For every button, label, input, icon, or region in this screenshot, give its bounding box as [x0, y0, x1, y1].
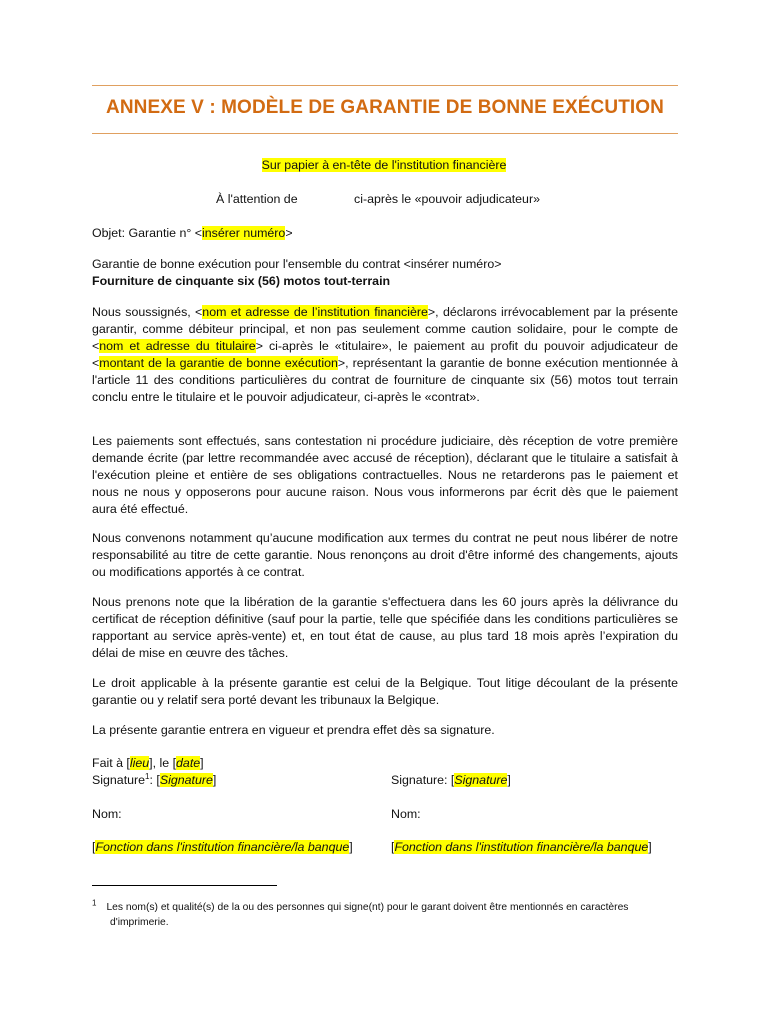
contract-line-1: Garantie de bonne exécution pour l'ensemble du contrat <insérer numéro>	[92, 257, 502, 271]
date-field: date	[176, 756, 201, 770]
object-prefix: Objet: Garantie n° <	[92, 226, 202, 240]
p1-text-c: > ci-après le «titulaire», le paiement au profit du pouvoir adjudicateur de <	[92, 339, 679, 370]
signature-left	[92, 772, 216, 789]
paragraph-4: Nous prenons note que la libération de la garantie s'effectuera dans les 60 jours après la délivrance du certificat de réception définitive (sauf pour la partie, telle que spécifiée dans les conditions particulières se rapportant au service après-vente) et, en tout état de cause, au plus tard 18 mois après l’expiration du délai de mise en œuvre des tâches.	[92, 595, 678, 660]
place-field: lieu	[129, 756, 150, 770]
function-right-field: Fonction dans l'institution financière/la banque	[394, 840, 649, 854]
p1-text-a: Nous soussignés, <	[92, 305, 203, 319]
holder-field: nom et adresse du titulaire	[99, 339, 256, 353]
attention-label: À l'attention de	[216, 192, 298, 206]
footnote-text: Les nom(s) et qualité(s) de la ou des personnes qui signe(nt) pour le garant doivent être mentionnés en caractères d'imprimerie.	[106, 902, 629, 928]
date-close: ]	[200, 756, 204, 770]
footnote-separator	[92, 885, 277, 886]
signature-right-label: Signature: [	[391, 773, 455, 787]
function-left-open: [	[92, 840, 96, 854]
place-date-line	[92, 755, 204, 772]
signature-left-label: Signature	[92, 773, 146, 787]
signature-right-close: ]	[507, 773, 511, 787]
le-label: ], le [	[149, 756, 177, 770]
function-left	[92, 839, 353, 856]
paragraph-5: Le droit applicable à la présente garantie est celui de la Belgique. Tout litige découlant de la présente garantie ou y relatif sera porté devant les tribunaux la Belgique.	[92, 676, 678, 707]
signature-right	[391, 772, 511, 789]
attention-suffix: ci-après le «pouvoir adjudicateur»	[354, 192, 540, 206]
signature-right-field: Signature	[454, 773, 508, 787]
paragraph-3: Nous convenons notamment qu’aucune modification aux termes du contrat ne peut nous libérer de notre responsabilité au titre de cette garantie. Nous renonçons au droit d'être informé des changements, ajouts ou modifications apportés à ce contrat.	[92, 531, 678, 579]
object-line	[92, 225, 293, 242]
object-number-field: insérer numéro	[202, 226, 286, 240]
amount-field: montant de la garantie de bonne exécution	[99, 356, 338, 370]
paragraph-1	[92, 304, 678, 406]
institution-field: nom et adresse de l’institution financière	[202, 305, 428, 319]
letterhead-highlight: Sur papier à en-tête de l'institution financière	[261, 158, 507, 172]
paragraph-2: Les paiements sont effectués, sans contestation ni procédure judiciaire, dès réception de votre première demande écrite (par lettre recommandée avec accusé de réception), déclarant que le titulaire a satisfait à l'exécution pleine et entière de ses obligations contractuelles. Nous ne retarderons pas le paiement et nous ne nous y opposerons pour aucune raison. Nous vous informerons par écrit dès que le paiement aura été effectué.	[92, 434, 678, 516]
title-top-rule	[92, 85, 678, 86]
name-left-label: Nom:	[92, 807, 122, 821]
function-right-close: ]	[648, 840, 652, 854]
function-right	[391, 839, 652, 856]
signature-left-field: Signature	[159, 773, 213, 787]
title-bottom-rule	[92, 133, 678, 134]
signature-left-close: ]	[212, 773, 217, 787]
p1-text-b: >, déclarons irrévocablement par la présente garantir, comme débiteur principal, et non pas seulement comme caution solidaire, pour le compte de <	[92, 305, 678, 353]
fait-a-label: Fait à [	[92, 756, 130, 770]
paragraph-6: La présente garantie entrera en vigueur et prendra effet dès sa signature.	[92, 723, 495, 737]
footnote-number: 1	[92, 898, 97, 908]
name-right-label: Nom:	[391, 807, 421, 821]
contract-line-2: Fourniture de cinquante six (56) motos tout-terrain	[92, 274, 391, 288]
signature-left-colon: : [	[149, 773, 160, 787]
function-left-close: ]	[349, 840, 353, 854]
letterhead-note	[0, 157, 768, 174]
object-suffix: >	[285, 226, 293, 240]
footnote-ref: 1	[145, 771, 150, 781]
footnote	[92, 900, 678, 930]
p1-text-d: >, représentant la garantie de bonne exécution mentionnée à l'article 11 des conditions particulières du contrat de fourniture de cinquante six (56) motos tout terrain conclu entre le titulaire et le pouvoir adjudicateur, ci-après le «contrat».	[92, 356, 678, 404]
function-right-open: [	[391, 840, 395, 854]
document-title: ANNEXE V : MODÈLE DE GARANTIE DE BONNE EXÉCUTION	[106, 97, 664, 118]
function-left-field: Fonction dans l'institution financière/la banque	[95, 840, 350, 854]
